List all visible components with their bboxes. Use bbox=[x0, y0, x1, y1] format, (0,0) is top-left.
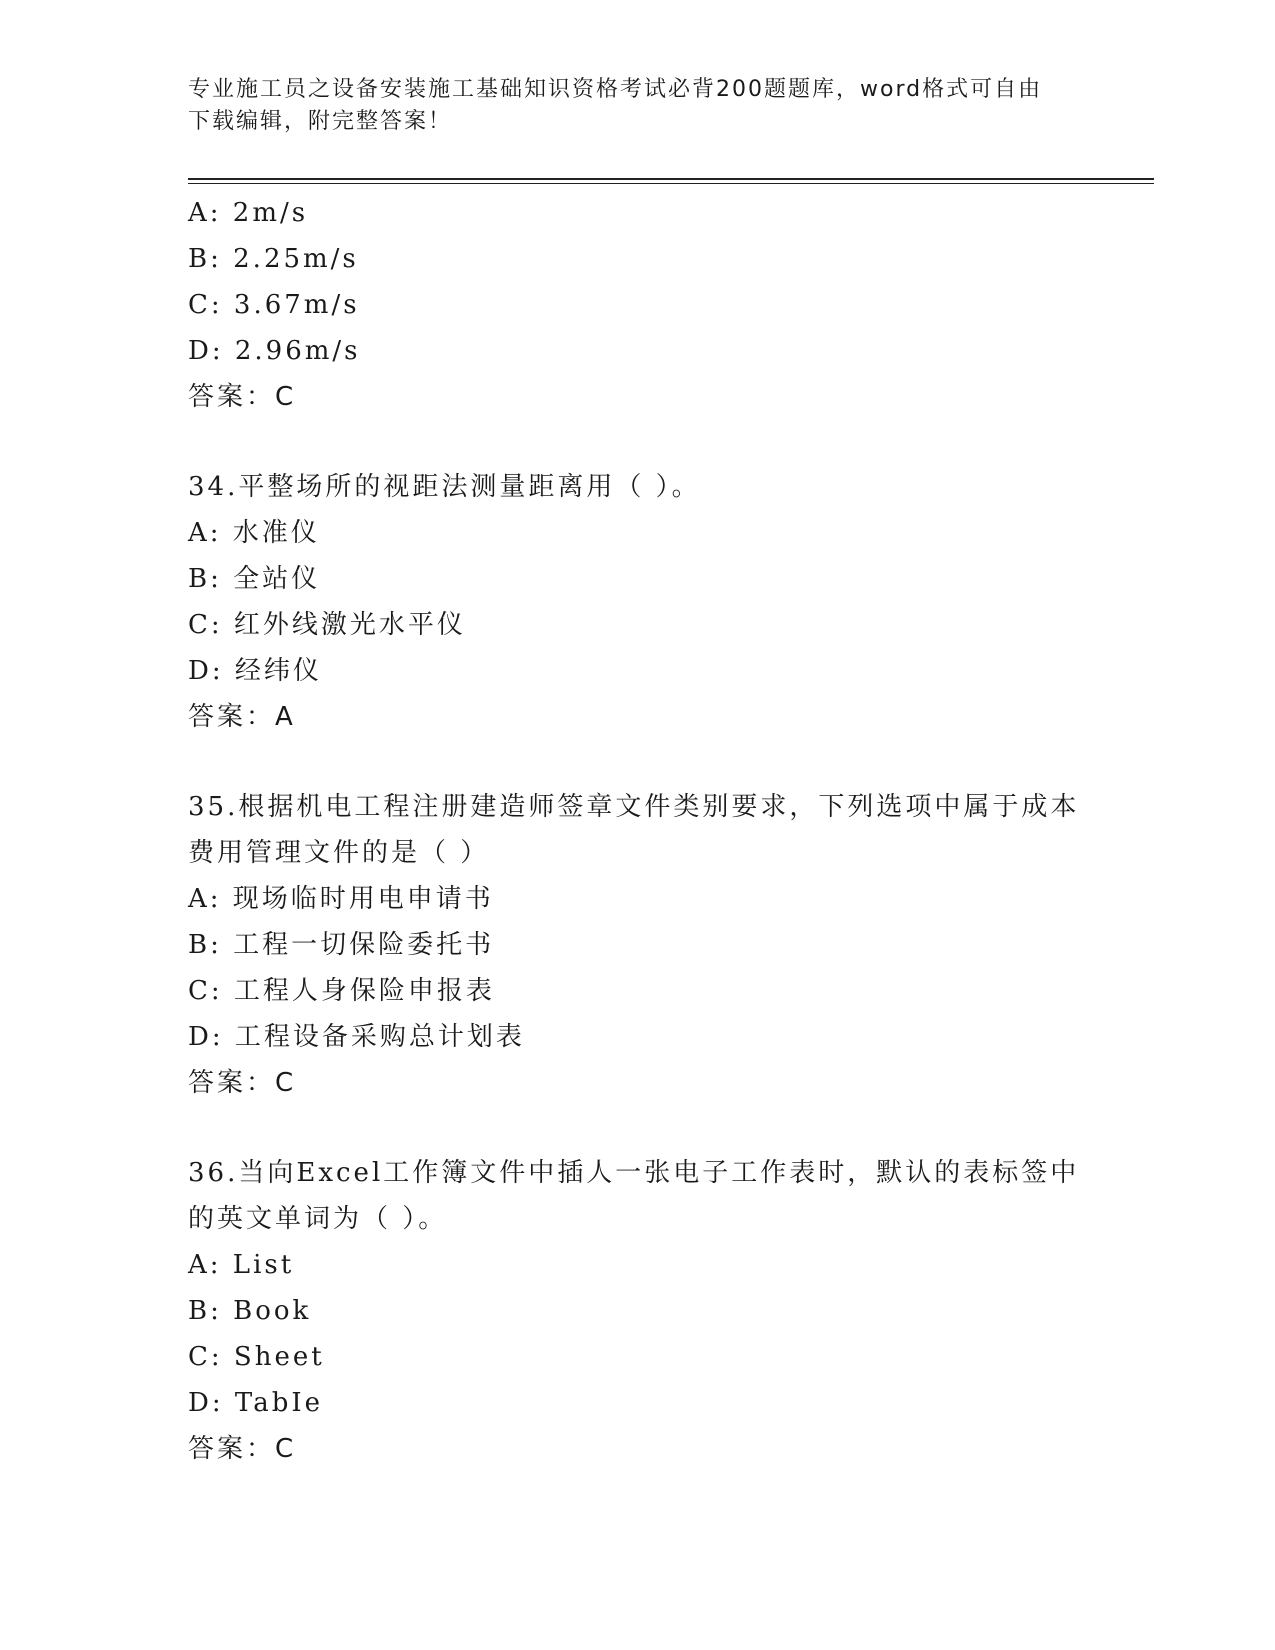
question-block-35 bbox=[188, 784, 1088, 1106]
option-b: B: 工程一切保险委托书 bbox=[188, 930, 495, 960]
question-block-33 bbox=[188, 190, 1088, 420]
option-b: B: 全站仪 bbox=[188, 564, 321, 594]
option-d: D: TabIe bbox=[188, 1388, 323, 1418]
option-a: A: 水准仪 bbox=[188, 518, 320, 548]
answer: 答案：C bbox=[188, 1434, 297, 1464]
question-text-line-2: 费用管理文件的是（ ） bbox=[188, 838, 490, 868]
option-c: C: 红外线激光水平仪 bbox=[188, 610, 466, 640]
option-c: C: 工程人身保险申报表 bbox=[188, 976, 495, 1006]
option-d: D: 经纬仪 bbox=[188, 656, 322, 686]
question-list bbox=[188, 190, 1088, 1472]
question-text-line-2: 的英文单词为（ ）。 bbox=[188, 1204, 448, 1234]
option-a: A: 现场临时用电申请书 bbox=[188, 884, 494, 914]
option-a: A: 2m/s bbox=[188, 198, 309, 228]
option-b: B: 2.25m/s bbox=[188, 244, 359, 274]
answer: 答案：C bbox=[188, 1068, 297, 1098]
option-d: D: 工程设备采购总计划表 bbox=[188, 1022, 525, 1052]
header-line-2: 下载编辑，附完整答案！ bbox=[188, 109, 453, 134]
header-line-1: 专业施工员之设备安装施工基础知识资格考试必背200题题库，word格式可自由 bbox=[188, 77, 1043, 102]
header-divider-top bbox=[188, 178, 1154, 180]
question-text-line-1: 36.当向Excel工作簿文件中插人一张电子工作表时，默认的表标签中 bbox=[188, 1158, 1080, 1188]
option-b: B: Book bbox=[188, 1296, 312, 1326]
header-divider-bottom bbox=[188, 183, 1154, 184]
option-d: D: 2.96m/s bbox=[188, 336, 361, 366]
option-c: C: 3.67m/s bbox=[188, 290, 360, 320]
question-text-line-1: 35.根据机电工程注册建造师签章文件类别要求，下列选项中属于成本 bbox=[188, 792, 1080, 822]
answer: 答案：A bbox=[188, 702, 296, 732]
option-c: C: Sheet bbox=[188, 1342, 325, 1372]
answer: 答案：C bbox=[188, 382, 297, 412]
question-block-34 bbox=[188, 464, 1088, 740]
question-text: 34.平整场所的视距法测量距离用（ ）。 bbox=[188, 472, 701, 502]
question-block-36 bbox=[188, 1150, 1088, 1472]
option-a: A: List bbox=[188, 1250, 295, 1280]
document-header bbox=[188, 74, 1088, 138]
